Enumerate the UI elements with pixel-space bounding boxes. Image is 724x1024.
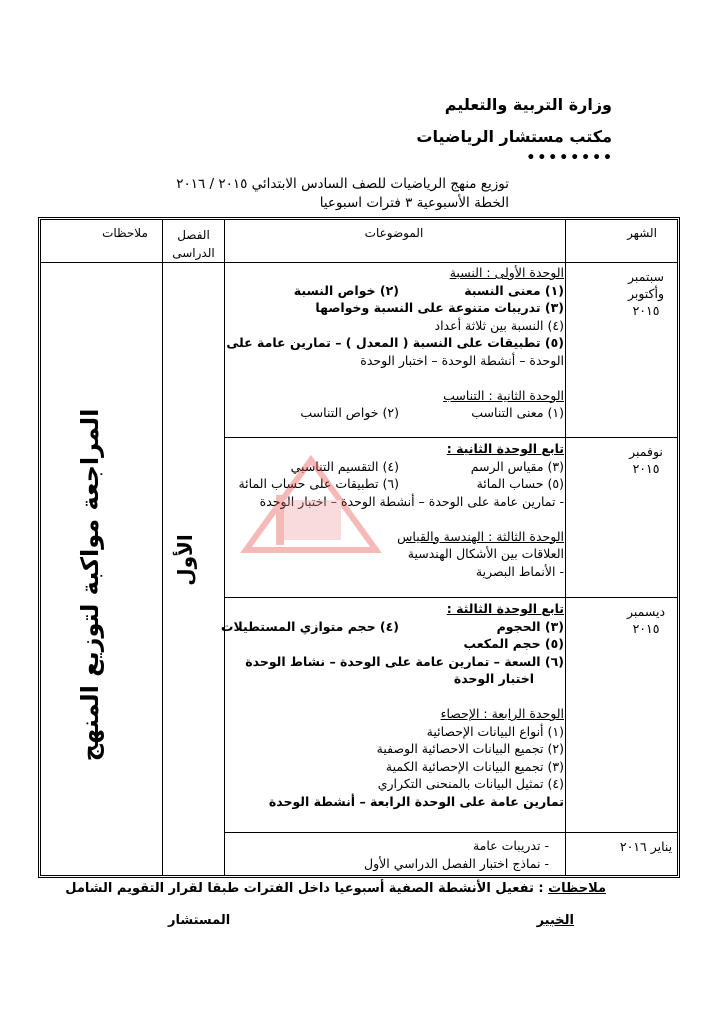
notes-text: : تفعيل الأنشطة الصفية أسبوعيا داخل الفترات طبقا لقرار التقويم الشامل: [65, 881, 544, 896]
header-semester: الفصل الدراسى: [172, 228, 215, 260]
document-subtitle: الخطة الأسبوعية ٣ فترات اسبوعيا: [319, 195, 509, 211]
topic-row: (٥) حجم المكعب: [463, 636, 564, 651]
topic-row: (٣) مقياس الرسم(٤) التقسيم التناسبي: [290, 458, 564, 474]
topic-row: (٣) الحجوم(٤) حجم متوازي المستطيلات: [220, 618, 564, 634]
topic-row: - تمارين عامة على الوحدة – أنشطة الوحدة – اختبار الوحدة: [259, 493, 564, 509]
topic-row: (٥) حساب المائة(٦) تطبيقات على حساب المائة: [238, 476, 564, 491]
col-divider-semester: [162, 220, 163, 875]
month-sep-oct: سبتمبر وأكتوبر ٢٠١٥: [627, 269, 665, 318]
header-topics: الموضوعات: [364, 226, 424, 240]
footer-notes: [65, 881, 606, 896]
unit-heading: الوحدة الرابعة : الإحصاء: [440, 706, 564, 721]
unit-heading: الوحدة الأولى : النسبة: [449, 265, 564, 280]
review-note: المراجعة مواكبة لتوزيع المنهج: [76, 408, 104, 762]
topic-row: (٦) السعة – تمارين عامة على الوحدة – نشاط الوحدة: [245, 653, 564, 669]
topic-row: (٣) تجميع البيانات الإحصائية الكمية: [385, 758, 564, 774]
book-logo-watermark-icon: [236, 455, 386, 560]
unit-heading: تابع الوحدة الثانية :: [446, 441, 564, 456]
topic-row: (٢) تجميع البيانات الاحصائية الوصفية: [376, 741, 564, 756]
topic-row: العلاقات بين الأشكال الهندسية: [407, 546, 564, 561]
month-dec: ديسمبر ٢٠١٥: [626, 604, 666, 636]
ministry-name: وزارة التربية والتعليم: [444, 95, 612, 114]
topic-row: (١) معنى التناسب(٢) خواص التناسب: [300, 405, 564, 420]
office-name: مكتب مستشار الرياضيات: [416, 127, 612, 146]
topic-row: تمارين عامة على الوحدة الرابعة – أنشطة الوحدة: [268, 793, 564, 809]
consultant-signature: المستشار: [168, 913, 231, 928]
topic-row: (٤) تمثيل البيانات بالمنحنى التكراري: [377, 776, 564, 791]
header-dots: ••••••••: [526, 150, 614, 166]
topic-row: (٣) تدريبات متنوعة على النسبة وخواصها: [315, 300, 564, 315]
topic-row: - تدريبات عامة: [472, 838, 549, 853]
unit-heading: تابع الوحدة الثالثة :: [446, 601, 564, 616]
topic-row: (٥) تطبيقات على النسبة ( المعدل ) – تمارين عامة على: [226, 335, 564, 350]
topic-row: الوحدة – أنشطة الوحدة – اختبار الوحدة: [360, 352, 564, 368]
unit-heading: الوحدة الثانية : التناسب: [443, 387, 564, 403]
header-notes: ملاحظات: [102, 226, 148, 240]
topics-jan: [219, 837, 564, 872]
topic-row: اختبار الوحدة: [453, 671, 534, 686]
topic-row: - الأنماط البصرية: [475, 563, 564, 579]
header-divider: [41, 262, 677, 263]
topic-row: (١) معنى النسبة(٢) خواص النسبة: [293, 282, 564, 298]
document-title: توزيع منهج الرياضيات للصف السادس الابتدائي ٢٠١٥ / ٢٠١٦: [176, 176, 509, 192]
semester-value: الأول: [173, 534, 197, 586]
topic-row: - نماذج اختبار الفصل الدراسي الأول: [364, 855, 549, 871]
unit-heading: الوحدة الثالثة : الهندسة والقياس: [397, 528, 564, 544]
notes-label: ملاحظات: [548, 881, 606, 896]
col-divider-month: [565, 220, 566, 875]
month-nov: نوفمبر ٢٠١٥: [629, 444, 663, 476]
topic-row: (٤) النسبة بين ثلاثة أعداد: [434, 317, 564, 333]
topic-row: (١) أنواع البيانات الإحصائية: [426, 723, 564, 739]
row-divider-1: [224, 437, 677, 438]
topics-sep-oct: [219, 264, 564, 422]
topics-dec: [219, 600, 564, 810]
row-divider-2: [224, 597, 677, 598]
header-month: الشهر: [627, 226, 657, 240]
row-divider-3: [224, 832, 677, 833]
month-jan: يناير ٢٠١٦: [619, 839, 673, 854]
expert-signature: الخبير: [536, 913, 574, 928]
